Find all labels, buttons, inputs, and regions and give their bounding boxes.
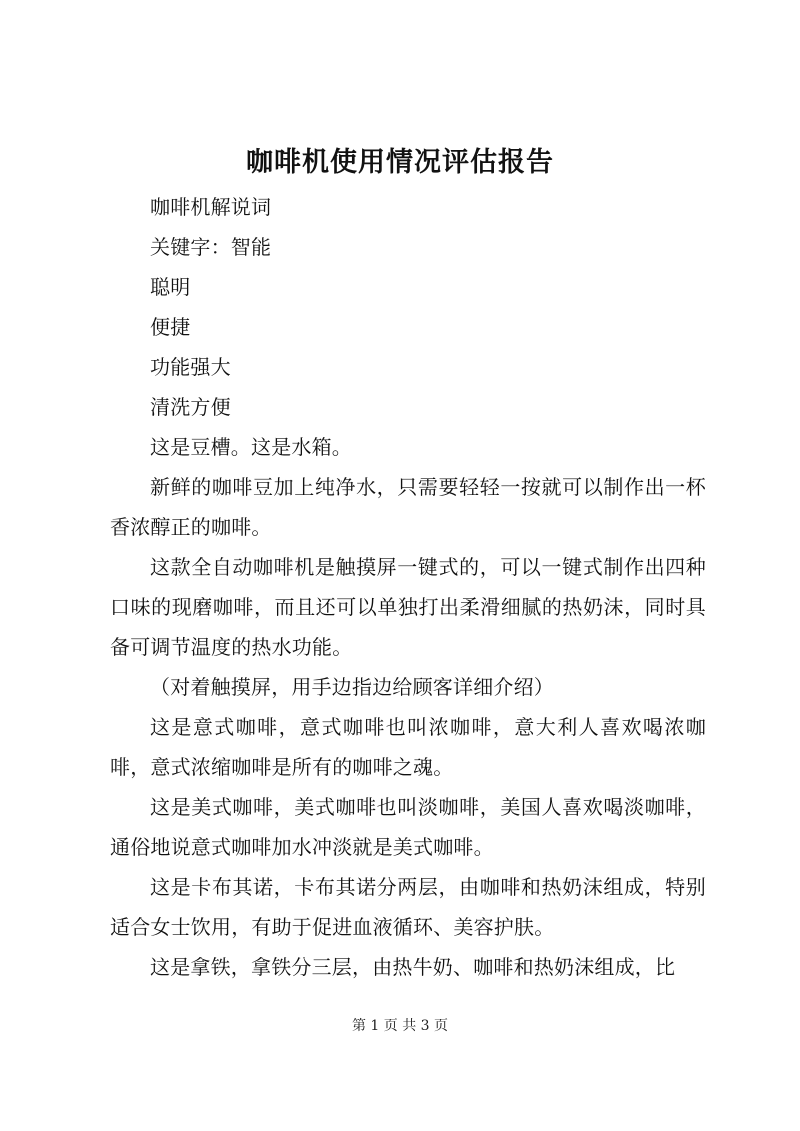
paragraph: 聪明	[150, 275, 191, 299]
paragraph: 咖啡机解说词	[150, 195, 272, 219]
paragraph: 这是美式咖啡，美式咖啡也叫淡咖啡，美国人喜欢喝淡咖啡，通俗地说意式咖啡加水冲淡就是美式咖啡。	[110, 795, 706, 859]
paragraph: 便捷	[150, 315, 191, 339]
paragraph: 这是意式咖啡，意式咖啡也叫浓咖啡，意大利人喜欢喝浓咖啡，意式浓缩咖啡是所有的咖啡之魂。	[110, 715, 706, 779]
paragraph: 功能强大	[150, 355, 231, 379]
paragraph: 清洗方便	[150, 395, 231, 419]
paragraph: 这是卡布其诺，卡布其诺分两层，由咖啡和热奶沫组成，特别适合女士饮用，有助于促进血液循环、美容护肤。	[110, 875, 706, 939]
paragraph: （对着触摸屏，用手边指边给顾客详细介绍）	[150, 675, 554, 699]
document-body	[110, 187, 706, 987]
page-number-footer: 第 1 页 共 3 页	[351, 1018, 449, 1034]
paragraph: 这是拿铁，拿铁分三层，由热牛奶、咖啡和热奶沫组成，比	[150, 955, 676, 979]
paragraph: 这是豆槽。这是水箱。	[150, 435, 352, 459]
paragraph: 关键字：智能	[150, 235, 272, 259]
paragraph: 新鲜的咖啡豆加上纯净水，只需要轻轻一按就可以制作出一杯香浓醇正的咖啡。	[110, 475, 706, 539]
document-title: 咖啡机使用情况评估报告	[246, 147, 554, 178]
paragraph: 这款全自动咖啡机是触摸屏一键式的，可以一键式制作出四种口味的现磨咖啡，而且还可以单独打出柔滑细腻的热奶沫，同时具备可调节温度的热水功能。	[110, 555, 706, 659]
